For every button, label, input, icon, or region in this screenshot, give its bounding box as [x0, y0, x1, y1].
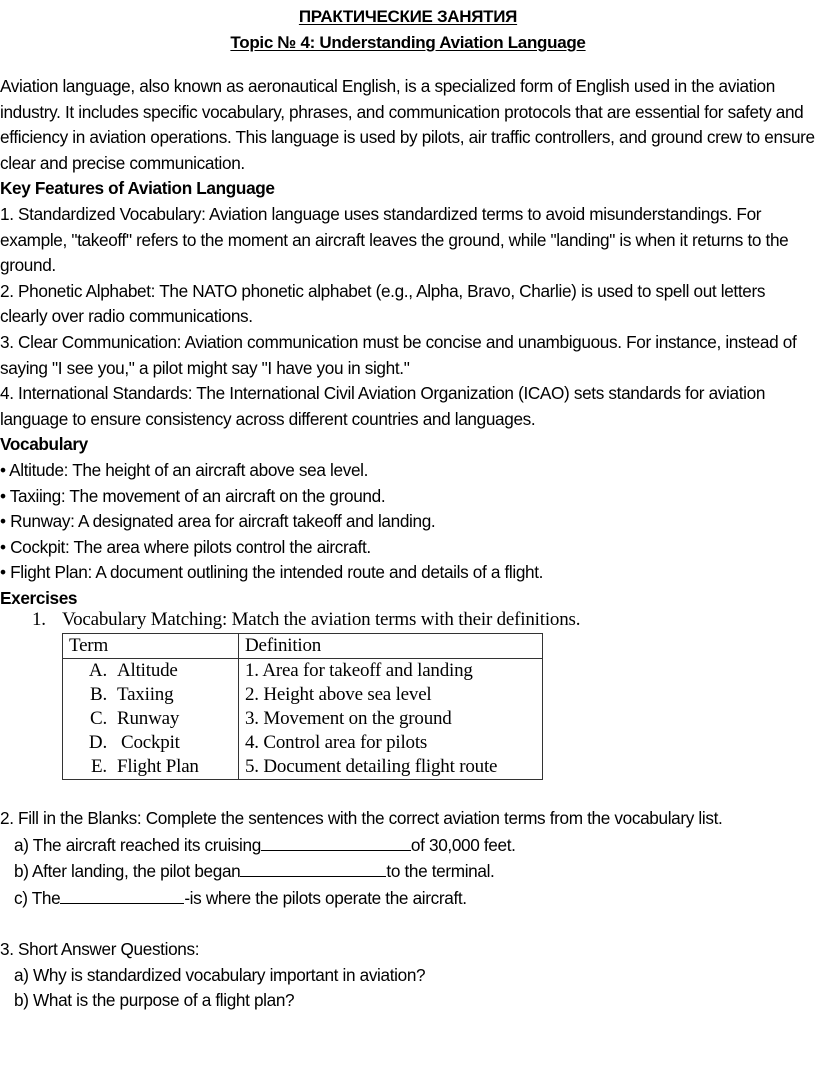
exercise-2-instruction: 2. Fill in the Blanks: Complete the sentences with the correct aviation terms from the vocabulary list.: [0, 808, 723, 828]
key-feature-item: 2. Phonetic Alphabet: The NATO phonetic alphabet (e.g., Alpha, Bravo, Charlie) is used to spell out letters clearly over radio communications.: [0, 280, 766, 327]
key-feature-item: 4. International Standards: The International Civil Aviation Organization (ICAO) sets standards for aviation language to ensure consistency across different countries and languages.: [0, 383, 766, 429]
answer-blank[interactable]: [261, 832, 411, 851]
vocabulary-heading: Vocabulary: [0, 434, 88, 455]
table-row: [63, 707, 543, 731]
fill-blank-item: a) The aircraft reached its cruising of 30,000 feet.: [0, 832, 816, 859]
spacer: [0, 911, 816, 937]
matching-table: [62, 633, 543, 780]
definition-cell: 5. Document detailing flight route: [245, 756, 498, 777]
definition-cell: 1. Area for takeoff and landing: [245, 660, 473, 681]
exercises-2-3: [0, 806, 816, 1014]
column-header-definition: Definition: [239, 634, 543, 659]
bullet-icon: •: [0, 511, 6, 532]
definition-cell: 4. Control area for pilots: [245, 732, 428, 753]
term-cell: A. Altitude: [63, 659, 239, 684]
bullet-icon: •: [0, 562, 6, 583]
table-row: [63, 755, 543, 780]
table-row: [63, 683, 543, 707]
exercise-3-instruction: 3. Short Answer Questions:: [0, 938, 200, 959]
intro-paragraph: Aviation language, also known as aeronautical English, is a specialized form of English used in the aviation industry. It includes specific vocabulary, phrases, and communication protocols that are essential for safety and efficiency in aviation operations. This language is used by pilots, air traffic controllers, and ground crew to ensure clear and precise communication.: [0, 76, 815, 173]
fill-blank-item: c) The -is where the pilots operate the aircraft.: [0, 885, 816, 912]
key-features-heading: Key Features of Aviation Language: [0, 178, 275, 199]
page-title: ПРАКТИЧЕСКИЕ ЗАНЯТИЯ: [298, 7, 518, 26]
short-answer-question: a) Why is standardized vocabulary important in aviation?: [14, 964, 426, 985]
table-row: [63, 659, 543, 684]
table-row: [63, 731, 543, 755]
title-block: [0, 4, 816, 56]
exercises-heading: Exercises: [0, 587, 78, 608]
exercise-number: 1.: [32, 609, 46, 630]
table-header-row: [63, 634, 543, 659]
term-cell: E. Flight Plan: [63, 755, 239, 780]
exercise-1-instruction: 1. Vocabulary Matching: Match the aviation terms with their definitions.: [32, 609, 581, 630]
vocabulary-item: • Cockpit: The area where pilots control the aircraft.: [0, 536, 371, 557]
column-header-term: Term: [63, 634, 239, 659]
vocabulary-item: • Flight Plan: A document outlining the intended route and details of a flight.: [0, 562, 544, 583]
definition-cell: 3. Movement on the ground: [245, 708, 452, 729]
bullet-icon: •: [0, 459, 6, 480]
vocabulary-item: • Runway: A designated area for aircraft takeoff and landing.: [0, 511, 436, 532]
definition-cell: 2. Height above sea level: [245, 684, 432, 705]
page-subtitle: Topic № 4: Understanding Aviation Language: [230, 33, 586, 52]
key-feature-item: 1. Standardized Vocabulary: Aviation language uses standardized terms to avoid misunderstandings. For example, "takeoff" refers to the moment an aircraft leaves the ground, while "landing" is when it returns to the ground.: [0, 203, 789, 276]
term-cell: B. Taxiing: [63, 683, 239, 707]
answer-blank[interactable]: [60, 885, 184, 904]
short-answer-question: b) What is the purpose of a flight plan?: [14, 990, 295, 1011]
term-cell: D. Cockpit: [63, 731, 239, 755]
vocabulary-item: • Taxiing: The movement of an aircraft on the ground.: [0, 485, 386, 506]
bullet-icon: •: [0, 485, 6, 506]
vocabulary-item: • Altitude: The height of an aircraft above sea level.: [0, 459, 369, 480]
main-body: [0, 74, 816, 611]
term-cell: C. Runway: [63, 707, 239, 731]
key-feature-item: 3. Clear Communication: Aviation communication must be concise and unambiguous. For instance, instead of saying "I see you," a pilot might say "I have you in sight.": [0, 331, 797, 378]
fill-blank-item: b) After landing, the pilot began to the terminal.: [0, 858, 816, 885]
answer-blank[interactable]: [240, 858, 386, 877]
bullet-icon: •: [0, 536, 6, 557]
